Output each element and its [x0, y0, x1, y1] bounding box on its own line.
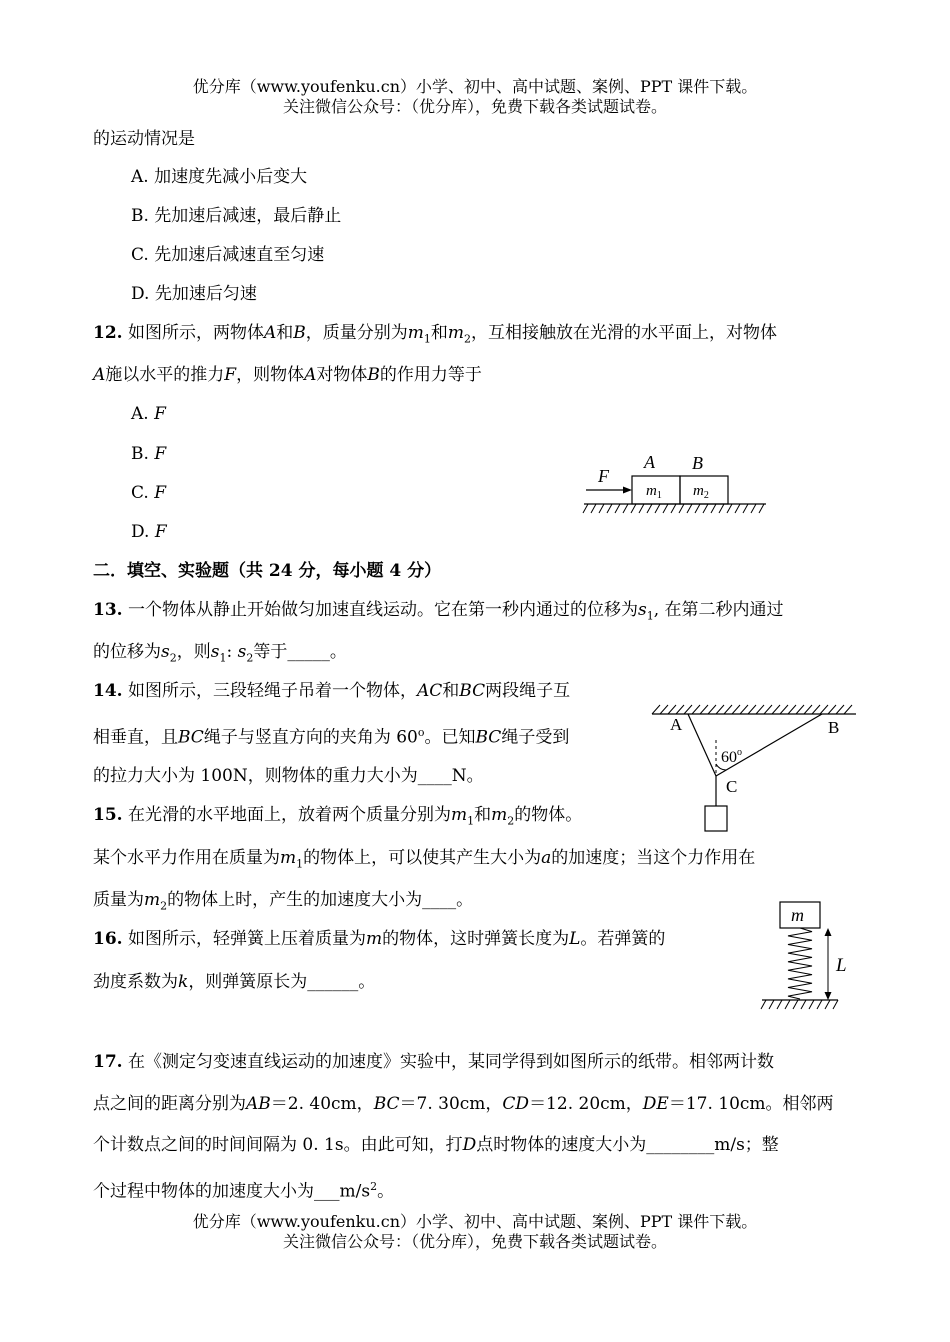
rope-bc [716, 714, 822, 776]
q12-option-b: B. F [131, 444, 167, 464]
q15-number: 15. [93, 805, 123, 825]
q13-number: 13. [93, 600, 123, 620]
point-a-label: A [670, 715, 683, 734]
q12-option-d: D. F [131, 522, 167, 542]
q15-stem-line-3: 质量为$m_2$的物体上时，产生的加速度大小为____。 [93, 890, 474, 913]
mass-label: m [791, 905, 804, 925]
hanging-block [705, 806, 727, 831]
q12-option-a: A. F [131, 404, 166, 424]
ground-hatching [583, 504, 764, 513]
block-a-label: A [644, 452, 655, 472]
rope-ac [688, 714, 716, 776]
q14-ropes-figure [648, 700, 860, 836]
q16-number: 16. [93, 929, 123, 949]
q17-stem-line-2: 点之间的距离分别为AB＝2. 40cm，BC＝7. 30cm，CD＝12. 20cm，DE＝17. 10cm。相邻两 [93, 1094, 834, 1114]
q14-stem-line-3: 的拉力大小为 100N，则物体的重力大小为____N。 [93, 766, 484, 786]
q17-number: 17. [93, 1052, 123, 1072]
q11-option-b: B. 先加速后减速，最后静止 [131, 206, 342, 226]
header-line-1: 优分库（www.youfenku.cn）小学、初中、高中试题、案例、PPT 课件下载。 [192, 77, 758, 96]
point-c-label: C [726, 777, 738, 796]
q16-stem-line-1: 16. 如图所示，轻弹簧上压着质量为m的物体，这时弹簧长度为L。若弹簧的 [93, 929, 666, 949]
block-a-mass: $m_1$ [646, 483, 662, 501]
point-b-label: B [828, 718, 840, 737]
q13-stem-line-2: 的位移为$s_2$，则$s_1$: $s_2$等于_____。 [93, 642, 347, 665]
q17-stem-line-4: 个过程中物体的加速度大小为$\_\_\_m/s^2$。 [93, 1180, 395, 1202]
q14-stem-line-1: 14. 如图所示，三段轻绳子吊着一个物体，AC和BC两段绳子互 [93, 681, 571, 701]
q13-stem-line-1: 13. 一个物体从静止开始做匀加速直线运动。它在第一秒内通过的位移为$s_1$, 在第二秒内通过 [93, 600, 784, 623]
q16-spring-figure [752, 896, 862, 1018]
q17-stem-line-1: 17. 在《测定匀变速直线运动的加速度》实验中，某同学得到如图所示的纸带。相邻两计数 [93, 1052, 774, 1072]
q14-number: 14. [93, 681, 123, 701]
q11-option-c: C. 先加速后减速直至匀速 [131, 245, 325, 265]
length-label: L [836, 955, 847, 976]
q12-stem-line-1: 12. 如图所示，两物体A和B，质量分别为$m_1$和$m_2$，互相接触放在光滑的水平面上，对物体 [93, 323, 778, 346]
length-arrow-bottom [825, 992, 832, 1000]
force-arrow-head [623, 487, 632, 494]
q12-blocks-figure [580, 448, 770, 520]
q15-stem-line-2: 某个水平力作用在质量为$m_1$的物体上，可以使其产生大小为a的加速度；当这个力作用在 [93, 848, 756, 871]
q11-option-d: D. 先加速后匀速 [131, 284, 257, 304]
length-arrow-top [825, 928, 832, 936]
spring-base-hatching [761, 1000, 838, 1009]
block-b-mass: $m_2$ [693, 483, 709, 501]
footer-line-2: 关注微信公众号：（优分库），免费下载各类试题试卷。 [282, 1232, 667, 1251]
q11-continuation: 的运动情况是 [93, 129, 195, 149]
q15-stem-line-1: 15. 在光滑的水平地面上，放着两个质量分别为$m_1$和$m_2$的物体。 [93, 805, 583, 828]
footer-line-1: 优分库（www.youfenku.cn）小学、初中、高中试题、案例、PPT 课件下载。 [192, 1212, 758, 1231]
force-label: F [598, 466, 609, 486]
ceiling-hatching [652, 705, 852, 714]
q14-stem-line-2: 相垂直，且BC绳子与竖直方向的夹角为 60$^o$。已知BC绳子受到 [93, 726, 570, 748]
q12-option-c: C. F [131, 483, 167, 503]
angle-label: 60$^o$ [721, 747, 742, 766]
q16-stem-line-2: 劲度系数为k，则弹簧原长为______。 [93, 972, 376, 992]
q17-stem-line-3: 个计数点之间的时间间隔为 0. 1s。由此可知，打D点时物体的速度大小为________m/s；整 [93, 1135, 779, 1155]
section-2-title: 二．填空、实验题（共 24 分，每小题 4 分） [93, 561, 442, 581]
q12-stem-line-2: A施以水平的推力F，则物体A对物体B的作用力等于 [93, 365, 482, 385]
header-line-2: 关注微信公众号：（优分库），免费下载各类试题试卷。 [282, 97, 667, 116]
q12-number: 12. [93, 323, 123, 343]
block-b-label: B [692, 453, 703, 473]
spring [788, 928, 812, 999]
q11-option-a: A. 加速度先减小后变大 [131, 167, 308, 187]
